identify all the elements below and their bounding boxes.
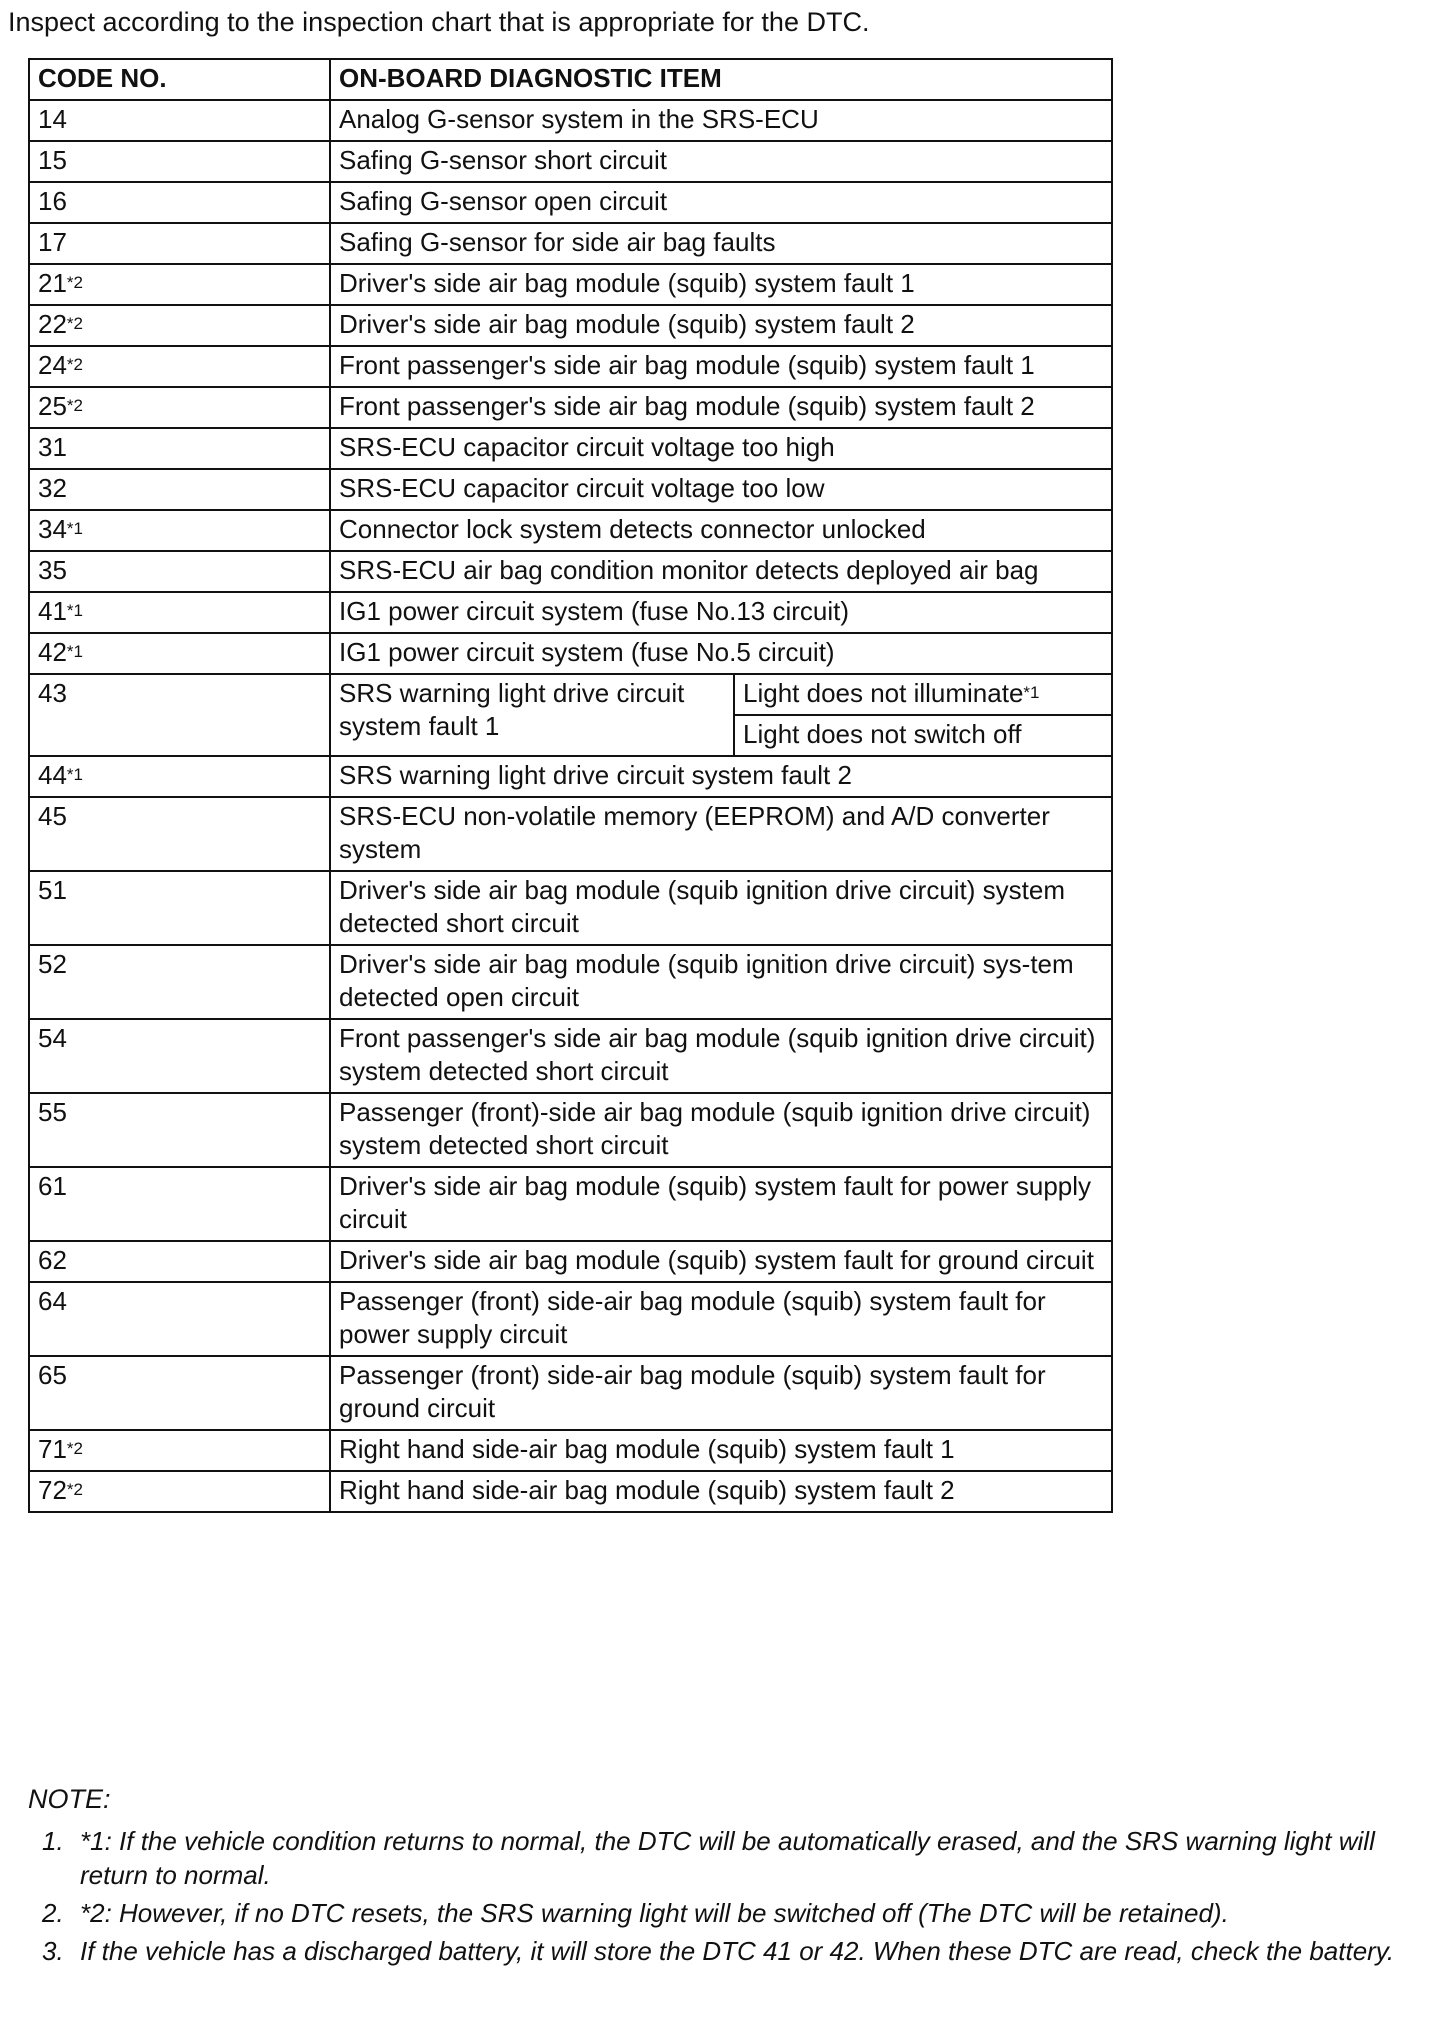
table-row [29, 756, 1112, 797]
table-row [29, 1356, 1112, 1430]
table-row [29, 674, 1112, 715]
code-cell [29, 1356, 330, 1430]
diagnostic-item-cell: Driver's side air bag module (squib ignition drive circuit) system detected short circuit [330, 871, 1112, 945]
dtc-code: 24 [38, 350, 67, 380]
table-row [29, 346, 1112, 387]
code-cell [29, 1430, 330, 1471]
table-row [29, 797, 1112, 871]
dtc-code: 44 [38, 760, 67, 790]
code-cell [29, 182, 330, 223]
code-cell [29, 1093, 330, 1167]
diagnostic-item-cell: Safing G-sensor open circuit [330, 182, 1112, 223]
code-cell [29, 1282, 330, 1356]
diagnostic-item-cell: Front passenger's side air bag module (squib) system fault 1 [330, 346, 1112, 387]
note-number: 1. [42, 1826, 64, 1856]
table-row [29, 141, 1112, 182]
note-text: If the vehicle has a discharged battery, it will store the DTC 41 or 42. When these DTC are read, check the battery. [80, 1936, 1395, 1966]
dtc-code: 32 [38, 473, 67, 503]
diagnostic-item-cell: Front passenger's side air bag module (squib ignition drive circuit) system detected short circuit [330, 1019, 1112, 1093]
diagnostic-item-cell: Safing G-sensor for side air bag faults [330, 223, 1112, 264]
dtc-code: 64 [38, 1286, 67, 1316]
diagnostic-item-cell: Right hand side-air bag module (squib) system fault 1 [330, 1430, 1112, 1471]
footnote-mark: *2 [66, 314, 83, 333]
diagnostic-item-cell: Driver's side air bag module (squib) system fault for power supply circuit [330, 1167, 1112, 1241]
code-cell [29, 633, 330, 674]
footnote-mark: *2 [66, 1439, 83, 1458]
table-row [29, 1430, 1112, 1471]
dtc-code: 31 [38, 432, 67, 462]
code-cell [29, 797, 330, 871]
code-cell [29, 756, 330, 797]
diagnostic-item-cell: SRS warning light drive circuit system fault 1 [330, 674, 734, 756]
code-cell [29, 674, 330, 756]
diagnostic-item-cell: Driver's side air bag module (squib ignition drive circuit) sys-tem detected open circuit [330, 945, 1112, 1019]
note-item [28, 1934, 1448, 1968]
diagnostic-item-cell: SRS-ECU air bag condition monitor detects deployed air bag [330, 551, 1112, 592]
diagnostic-item-cell: Analog G-sensor system in the SRS-ECU [330, 100, 1112, 141]
dtc-code: 25 [38, 391, 67, 421]
footnote-mark: *2 [66, 396, 83, 415]
dtc-code: 65 [38, 1360, 67, 1390]
diagnostic-item-cell: SRS-ECU capacitor circuit voltage too high [330, 428, 1112, 469]
footnote-mark: *2 [66, 355, 83, 374]
table-row [29, 223, 1112, 264]
table-row [29, 469, 1112, 510]
dtc-code: 51 [38, 875, 67, 905]
table-row [29, 264, 1112, 305]
note-text: *1: If the vehicle condition returns to normal, the DTC will be automatically erased, and the SRS warning light will return to normal. [80, 1826, 1375, 1890]
code-cell [29, 510, 330, 551]
table-row [29, 387, 1112, 428]
diagnostic-item-cell: SRS-ECU capacitor circuit voltage too low [330, 469, 1112, 510]
dtc-code: 52 [38, 949, 67, 979]
table-row [29, 305, 1112, 346]
code-cell [29, 945, 330, 1019]
dtc-code: 16 [38, 186, 67, 216]
diagnostic-item-cell: Right hand side-air bag module (squib) system fault 2 [330, 1471, 1112, 1512]
dtc-code: 72 [38, 1475, 67, 1505]
note-item [28, 1896, 1448, 1930]
dtc-code: 34 [38, 514, 67, 544]
notes-list [28, 1824, 1448, 1972]
dtc-table [28, 58, 1113, 1513]
sub-condition-text: Light does not illuminate [743, 678, 1024, 708]
diagnostic-item-cell: IG1 power circuit system (fuse No.13 circuit) [330, 592, 1112, 633]
footnote-mark: *2 [66, 1480, 83, 1499]
dtc-code: 35 [38, 555, 67, 585]
diagnostic-item-cell: Passenger (front) side-air bag module (squib) system fault for power supply circuit [330, 1282, 1112, 1356]
dtc-code: 22 [38, 309, 67, 339]
table-row [29, 871, 1112, 945]
note-number: 3. [42, 1936, 64, 1966]
footnote-mark: *1 [66, 519, 83, 538]
diagnostic-item-cell: SRS-ECU non-volatile memory (EEPROM) and A/D converter system [330, 797, 1112, 871]
footnote-mark: *1 [66, 765, 83, 784]
diagnostic-item-cell: Driver's side air bag module (squib) system fault 2 [330, 305, 1112, 346]
footnote-mark: *1 [66, 642, 83, 661]
diagnostic-item-cell: SRS warning light drive circuit system fault 2 [330, 756, 1112, 797]
code-cell [29, 223, 330, 264]
code-cell [29, 592, 330, 633]
table-row [29, 100, 1112, 141]
table-row [29, 592, 1112, 633]
code-cell [29, 1241, 330, 1282]
table-row [29, 633, 1112, 674]
sub-condition-cell [734, 674, 1112, 715]
diagnostic-item-cell: Passenger (front)-side air bag module (squib ignition drive circuit) system detected short circuit [330, 1093, 1112, 1167]
table-row [29, 1167, 1112, 1241]
note-text: *2: However, if no DTC resets, the SRS warning light will be switched off (The DTC will be retained). [80, 1898, 1229, 1928]
code-cell [29, 346, 330, 387]
table-row [29, 945, 1112, 1019]
dtc-table-body [29, 100, 1112, 1512]
intro-text: Inspect according to the inspection chart that is appropriate for the DTC. [8, 7, 870, 37]
dtc-code: 54 [38, 1023, 67, 1053]
code-cell [29, 469, 330, 510]
code-cell [29, 428, 330, 469]
footnote-mark: *1 [1023, 683, 1040, 702]
header-diagnostic-item: ON-BOARD DIAGNOSTIC ITEM [330, 59, 1112, 100]
table-row [29, 551, 1112, 592]
dtc-code: 61 [38, 1171, 67, 1201]
diagnostic-item-cell: Front passenger's side air bag module (squib) system fault 2 [330, 387, 1112, 428]
code-cell [29, 264, 330, 305]
diagnostic-item-cell: Passenger (front) side-air bag module (squib) system fault for ground circuit [330, 1356, 1112, 1430]
dtc-code: 42 [38, 637, 67, 667]
code-cell [29, 305, 330, 346]
table-row [29, 428, 1112, 469]
table-row [29, 1093, 1112, 1167]
header-code-no: CODE NO. [29, 59, 330, 100]
table-row [29, 1019, 1112, 1093]
dtc-code: 55 [38, 1097, 67, 1127]
dtc-code: 45 [38, 801, 67, 831]
code-cell [29, 551, 330, 592]
code-cell [29, 387, 330, 428]
table-row [29, 1282, 1112, 1356]
table-row [29, 1471, 1112, 1512]
note-item [28, 1824, 1448, 1892]
dtc-code: 15 [38, 145, 67, 175]
diagnostic-item-cell: Driver's side air bag module (squib) system fault 1 [330, 264, 1112, 305]
code-cell [29, 1019, 330, 1093]
footnote-mark: *2 [66, 273, 83, 292]
dtc-code: 14 [38, 104, 67, 134]
dtc-code: 17 [38, 227, 67, 257]
code-cell [29, 100, 330, 141]
code-cell [29, 1167, 330, 1241]
table-row [29, 1241, 1112, 1282]
note-number: 2. [42, 1898, 64, 1928]
diagnostic-item-cell: Driver's side air bag module (squib) system fault for ground circuit [330, 1241, 1112, 1282]
diagnostic-item-cell: IG1 power circuit system (fuse No.5 circuit) [330, 633, 1112, 674]
code-cell [29, 871, 330, 945]
footnote-mark: *1 [66, 601, 83, 620]
diagnostic-item-cell: Safing G-sensor short circuit [330, 141, 1112, 182]
dtc-code: 62 [38, 1245, 67, 1275]
note-title: NOTE: [28, 1784, 111, 1814]
dtc-code: 41 [38, 596, 67, 626]
dtc-code: 71 [38, 1434, 67, 1464]
dtc-code: 43 [38, 678, 67, 708]
table-row [29, 510, 1112, 551]
sub-condition-cell: Light does not switch off [734, 715, 1112, 756]
code-cell [29, 1471, 330, 1512]
dtc-code: 21 [38, 268, 67, 298]
table-header-row [29, 59, 1112, 100]
code-cell [29, 141, 330, 182]
diagnostic-item-cell: Connector lock system detects connector unlocked [330, 510, 1112, 551]
table-row [29, 182, 1112, 223]
